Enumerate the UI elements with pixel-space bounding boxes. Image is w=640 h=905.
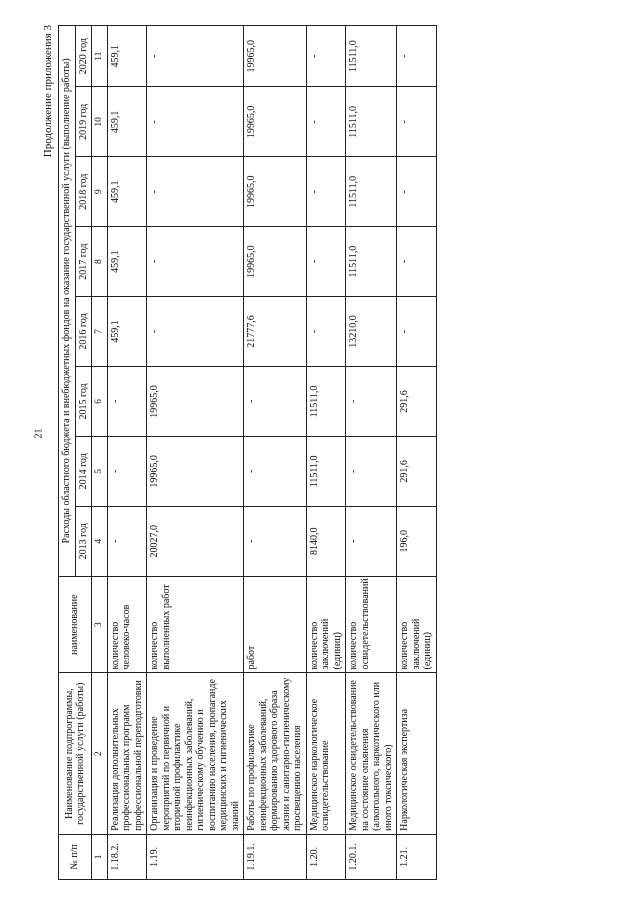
row-value: - — [244, 366, 307, 436]
table-row — [147, 26, 244, 880]
row-number: 1.20. — [306, 834, 346, 879]
row-number: 1.20.1. — [346, 834, 397, 879]
row-value: 459,1 — [107, 26, 147, 87]
continuation-note: Продолжение приложения 3 — [42, 25, 54, 158]
row-value: 11511,0 — [346, 87, 397, 157]
year-header: 2020 год — [75, 26, 92, 87]
row-value: 19965,0 — [244, 26, 307, 87]
row-value: - — [147, 26, 244, 87]
row-value: 459,1 — [107, 297, 147, 367]
year-header: 2013 год — [75, 506, 92, 576]
column-index: 1 — [92, 834, 108, 879]
row-name: Наркологическая экспертиза — [397, 673, 437, 834]
row-value: - — [244, 436, 307, 506]
year-header: 2015 год — [75, 366, 92, 436]
row-name: Организация и проведение мероприятий по первичной и вторичной профилактике неинфекционных заболеваний, гигиеническому обучению и воспитанию населения, пропаганде медицинских и гигиенических знаний — [147, 673, 244, 834]
column-index: 3 — [92, 576, 108, 673]
row-value: - — [107, 366, 147, 436]
column-index: 7 — [92, 297, 108, 367]
row-value: 11511,0 — [306, 366, 346, 436]
row-value: 11511,0 — [346, 26, 397, 87]
row-value: 11511,0 — [306, 436, 346, 506]
row-value: 20027,0 — [147, 506, 244, 576]
year-header: 2018 год — [75, 157, 92, 227]
year-header: 2017 год — [75, 227, 92, 297]
row-unit: количество заключений (единиц) — [397, 576, 437, 673]
header-name: Наименование подпрограммы, государственной услуги (работы) — [59, 673, 92, 834]
row-value: - — [397, 227, 437, 297]
column-index: 2 — [92, 673, 108, 834]
costs-table — [58, 25, 437, 880]
page-number: 21 — [33, 428, 45, 439]
row-value: 11511,0 — [346, 157, 397, 227]
table-body — [107, 26, 436, 880]
year-header: 2019 год — [75, 87, 92, 157]
row-value: - — [397, 26, 437, 87]
row-number: 1.18.2. — [107, 834, 147, 879]
header-costs: Расходы областного бюджета и внебюджетных фондов на оказание государственной услуги (выполнение работы) — [59, 26, 76, 577]
column-index: 4 — [92, 506, 108, 576]
row-number: 1.19.1. — [244, 834, 307, 879]
year-header: 2014 год — [75, 436, 92, 506]
row-unit: количество заключений (единиц) — [306, 576, 346, 673]
row-value: - — [244, 506, 307, 576]
row-number: 1.21. — [397, 834, 437, 879]
column-index: 8 — [92, 227, 108, 297]
column-index: 10 — [92, 87, 108, 157]
table-row — [107, 26, 147, 880]
row-value: - — [346, 506, 397, 576]
row-value: 459,1 — [107, 87, 147, 157]
row-value: - — [346, 436, 397, 506]
row-value: 196,0 — [397, 506, 437, 576]
row-value: - — [107, 436, 147, 506]
header-unit: наименование — [59, 576, 92, 673]
row-value: - — [346, 366, 397, 436]
row-value: - — [147, 157, 244, 227]
row-value: - — [147, 297, 244, 367]
row-value: 459,1 — [107, 157, 147, 227]
column-index: 9 — [92, 157, 108, 227]
row-value: - — [306, 87, 346, 157]
row-value: - — [397, 297, 437, 367]
row-name: Реализация дополнительных профессиональных программ профессиональной переподготовки — [107, 673, 147, 834]
row-value: - — [147, 227, 244, 297]
row-name: Медицинское освидетельствование на состояние опьянения (алкогольного, наркотического или иного токсического) — [346, 673, 397, 834]
table-row — [244, 26, 307, 880]
column-index: 5 — [92, 436, 108, 506]
row-value: 19965,0 — [244, 87, 307, 157]
row-value: 291,6 — [397, 436, 437, 506]
row-unit: количество выполненных работ — [147, 576, 244, 673]
row-value: 19965,0 — [147, 366, 244, 436]
row-value: 21777,6 — [244, 297, 307, 367]
row-value: 13210,0 — [346, 297, 397, 367]
row-name: Работы по профилактике неинфекционных заболеваний, формированию здорового образа жизни и санитарно-гигиеническому просвещению населения — [244, 673, 307, 834]
index-row — [92, 26, 108, 880]
table-row — [397, 26, 437, 880]
row-value: - — [147, 87, 244, 157]
year-header: 2016 год — [75, 297, 92, 367]
row-value: 19965,0 — [147, 436, 244, 506]
table-row — [346, 26, 397, 880]
column-index: 6 — [92, 366, 108, 436]
row-value: - — [397, 87, 437, 157]
row-value: 459,1 — [107, 227, 147, 297]
table-row — [306, 26, 346, 880]
row-value: - — [306, 157, 346, 227]
row-number: 1.19. — [147, 834, 244, 879]
row-unit: работ — [244, 576, 307, 673]
row-value: - — [107, 506, 147, 576]
column-index: 11 — [92, 26, 108, 87]
row-value: 19965,0 — [244, 157, 307, 227]
row-value: - — [306, 297, 346, 367]
row-value: 19965,0 — [244, 227, 307, 297]
rotated-sheet — [42, 0, 640, 880]
header-num: № п/п — [59, 834, 92, 879]
row-value: 291,6 — [397, 366, 437, 436]
row-name: Медицинское наркологическое освидетельствование — [306, 673, 346, 834]
row-value: 11511,0 — [346, 227, 397, 297]
row-unit: количество человеко-часов — [107, 576, 147, 673]
row-value: 8140,0 — [306, 506, 346, 576]
row-unit: количество освидетельствований — [346, 576, 397, 673]
row-value: - — [397, 157, 437, 227]
row-value: - — [306, 227, 346, 297]
row-value: - — [306, 26, 346, 87]
